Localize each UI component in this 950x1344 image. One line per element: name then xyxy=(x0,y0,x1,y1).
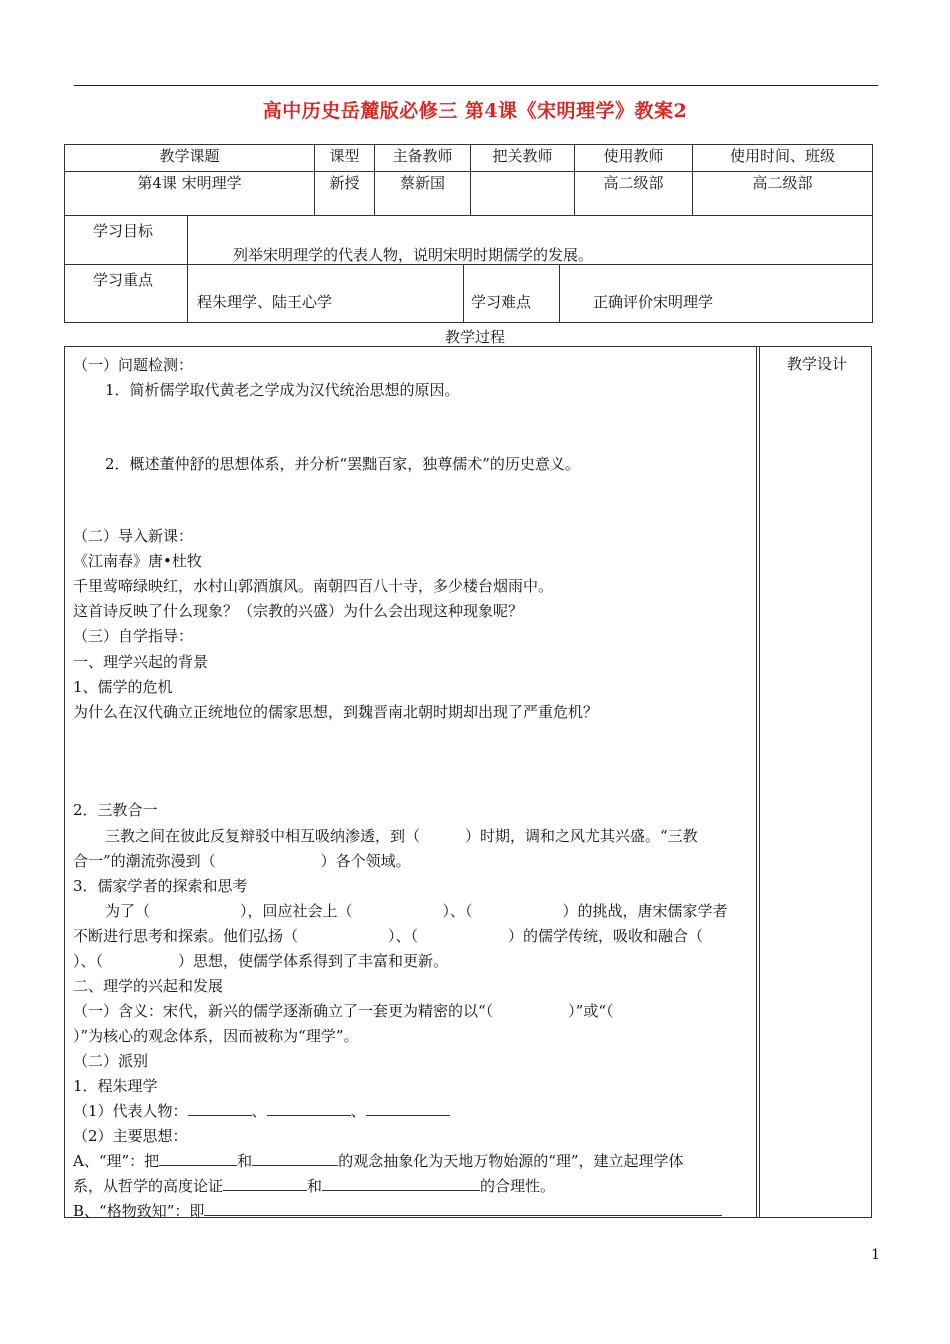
blank-field[interactable] xyxy=(252,1151,338,1166)
goal-row xyxy=(65,216,873,265)
heading-background: 一、理学兴起的背景 xyxy=(73,653,209,671)
heading-exploration: 3．儒家学者的探索和思考 xyxy=(73,877,248,895)
blank-field[interactable] xyxy=(204,1201,722,1216)
header-type: 课型 xyxy=(315,145,375,172)
exploration-line-2: 不断进行思考和探索。他们弘扬（ ）、（ ）的儒学传统，吸收和融合（ xyxy=(73,927,704,945)
cell-time-class: 高二级部 xyxy=(693,172,873,216)
header-review-teacher: 把关教师 xyxy=(471,145,575,172)
lesson-info-table xyxy=(64,144,873,323)
focus-label: 学习重点 xyxy=(93,271,154,289)
poem-text: 千里莺啼绿映红，水村山郭酒旗风。南朝四百八十寺，多少楼台烟雨中。 xyxy=(73,577,554,595)
cell-user-teacher: 高二级部 xyxy=(575,172,693,216)
blank-field[interactable] xyxy=(366,1101,450,1116)
section-check: （一）问题检测： xyxy=(73,356,194,374)
blank-field[interactable] xyxy=(159,1151,237,1166)
focus-row xyxy=(65,265,873,323)
header-lead-teacher: 主备教师 xyxy=(375,145,471,172)
table-header-row xyxy=(65,145,873,172)
section-guide: （三）自学指导： xyxy=(73,627,194,645)
header-rule xyxy=(74,85,878,86)
blank-field[interactable] xyxy=(322,1176,480,1191)
section-intro: （二）导入新课： xyxy=(73,527,194,545)
crisis-question: 为什么在汉代确立正统地位的儒家思想，到魏晋南北朝时期却出现了严重危机？ xyxy=(73,703,599,721)
li-line-2: 系，从哲学的高度论证 和 的合理性。 xyxy=(73,1177,556,1195)
poem-title: 《江南春》唐•杜牧 xyxy=(73,552,202,570)
focus-text: 程朱理学、陆王心学 xyxy=(197,293,333,311)
exploration-line-1: 为了（ ），回应社会上（ ）、（ ）的挑战，唐宋儒家学者 xyxy=(105,902,728,920)
page-number: 1 xyxy=(871,1247,880,1263)
goal-text: 列举宋明理学的代表人物，说明宋明时期儒学的发展。 xyxy=(233,246,594,264)
heading-cheng-zhu: 1．程朱理学 xyxy=(73,1077,158,1095)
li-line-1: A、“理”：把 和 的观念抽象化为天地万物始源的“理”，建立起理学体 xyxy=(73,1152,684,1170)
three-teachings-line-1: 三教之间在彼此反复辩驳中相互吸纳渗透，到（ ）时期，调和之风尤其兴盛。“三教 xyxy=(105,827,698,845)
heading-rise: 二、理学的兴起和发展 xyxy=(73,977,224,995)
header-time-class: 使用时间、班级 xyxy=(693,145,873,172)
heading-schools: （二）派别 xyxy=(73,1052,149,1070)
cell-topic: 第4课 宋明理学 xyxy=(65,172,315,216)
meaning-line-2: ）”为核心的观念体系，因而被称为“理学”。 xyxy=(73,1027,359,1045)
gewu-line: B、“格物致知”：即 xyxy=(73,1200,722,1221)
intro-question: 这首诗反映了什么现象？（宗教的兴盛）为什么会出现这种现象呢？ xyxy=(73,602,524,620)
blank-field[interactable] xyxy=(188,1101,252,1116)
process-box xyxy=(64,346,872,1218)
cell-type: 新授 xyxy=(315,172,375,216)
goal-label: 学习目标 xyxy=(93,222,154,240)
difficulty-label: 学习难点 xyxy=(471,293,532,311)
representatives-label: （1）代表人物： xyxy=(73,1102,188,1120)
question-1: 1．简析儒学取代黄老之学成为汉代统治思想的原因。 xyxy=(105,381,460,399)
blank-field[interactable] xyxy=(267,1101,351,1116)
page-title: 高中历史岳麓版必修三 第4课《宋明理学》教案2 xyxy=(262,100,688,122)
difficulty-text: 正确评价宋明理学 xyxy=(593,293,714,311)
representatives-line: （1）代表人物： 、 、 xyxy=(73,1100,450,1121)
meaning-line-1: （一）含义：宋代，新兴的儒学逐渐确立了一套更为精密的以“（ ）”或“（ xyxy=(73,1002,614,1020)
process-title: 教学过程 xyxy=(444,328,505,346)
main-ideas-label: （2）主要思想： xyxy=(73,1127,188,1145)
header-user-teacher: 使用教师 xyxy=(575,145,693,172)
exploration-line-3: ）、（ ）思想，使儒学体系得到了丰富和更新。 xyxy=(73,952,449,970)
question-2: 2．概述董仲舒的思想体系，并分析“罢黜百家，独尊儒术”的历史意义。 xyxy=(105,455,580,473)
design-label: 教学设计 xyxy=(786,355,847,373)
three-teachings-line-2: 合一”的潮流弥漫到（ ）各个领域。 xyxy=(73,852,411,870)
cell-lead-teacher: 蔡新国 xyxy=(375,172,471,216)
heading-crisis: 1、儒学的危机 xyxy=(73,678,173,696)
header-topic: 教学课题 xyxy=(65,145,315,172)
table-data-row xyxy=(65,172,873,216)
cell-review-teacher xyxy=(471,172,575,216)
blank-field[interactable] xyxy=(223,1176,307,1191)
heading-three-teachings: 2．三教合一 xyxy=(73,801,158,819)
